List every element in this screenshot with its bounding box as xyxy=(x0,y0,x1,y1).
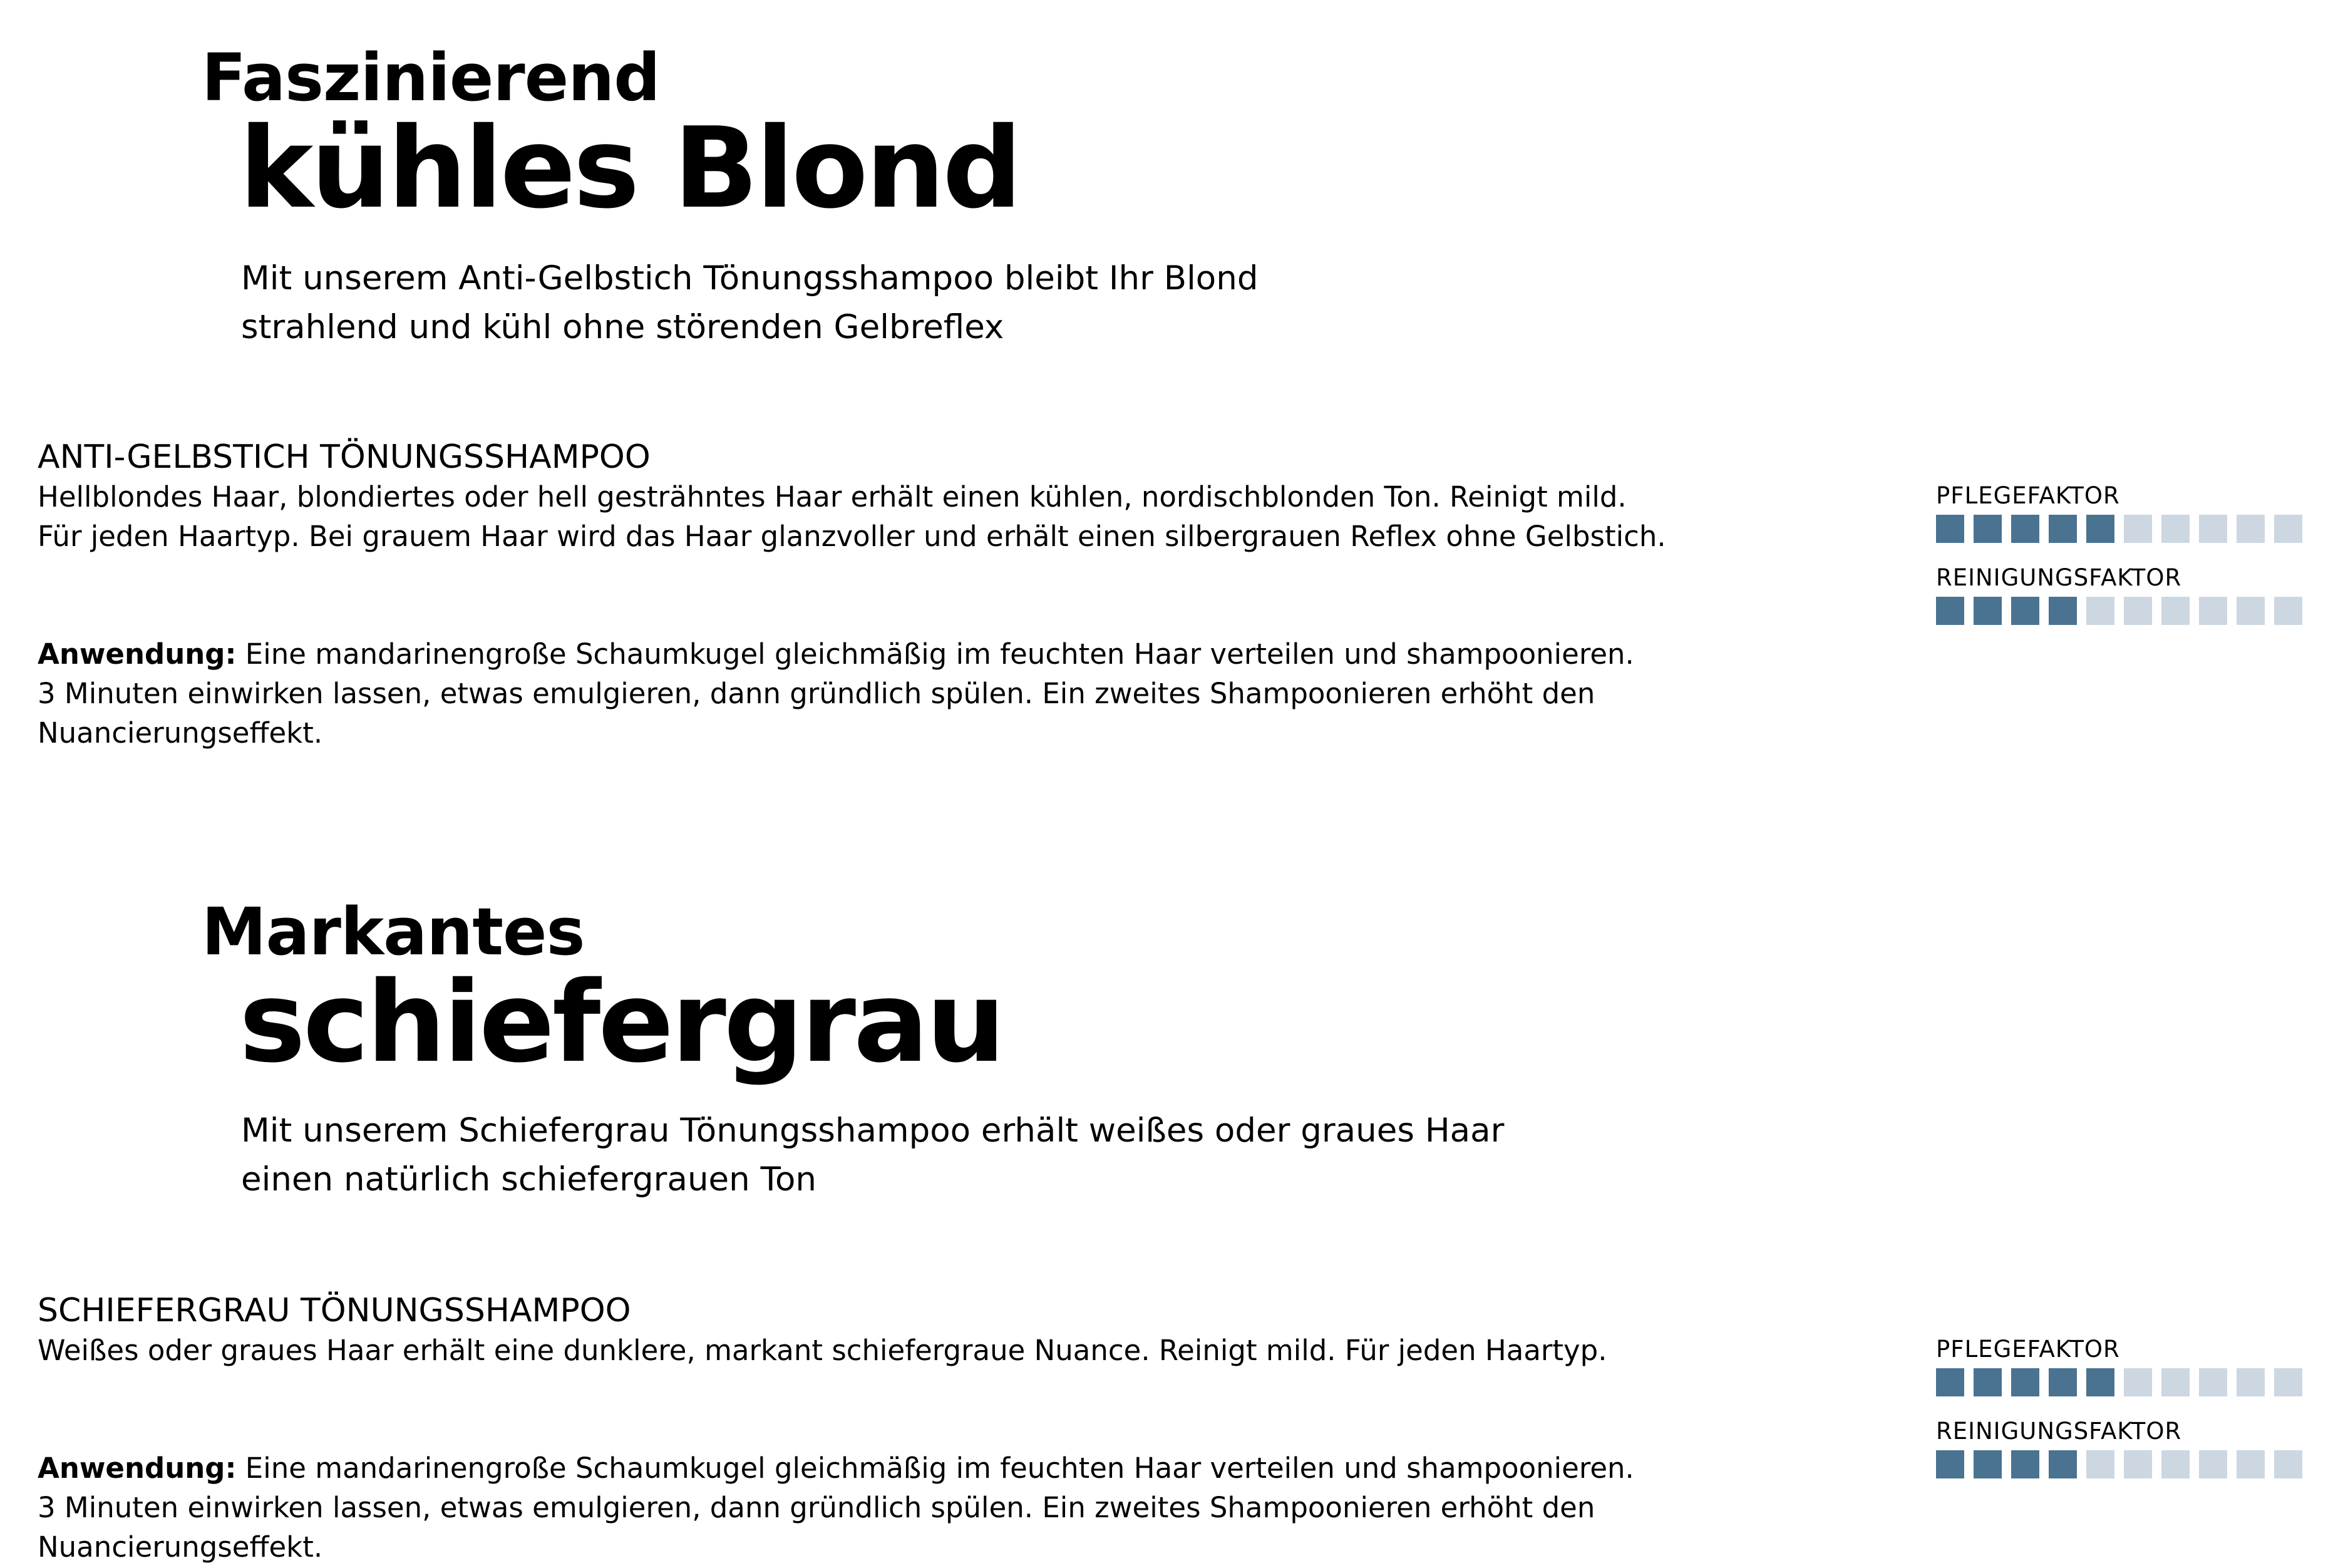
rating-square-empty xyxy=(2161,1450,2190,1478)
rating-square-empty xyxy=(2086,597,2114,625)
rating-square-empty xyxy=(2199,597,2227,625)
rating-square-filled xyxy=(2086,1368,2114,1396)
care-factor-label: PFLEGEFAKTOR xyxy=(1936,1336,2120,1363)
rating-square-empty xyxy=(2274,597,2302,625)
cleaning-factor xyxy=(1936,566,2312,625)
rating-square-empty xyxy=(2199,1450,2227,1478)
rating-square-filled xyxy=(2049,597,2077,625)
product-description: Hellblondes Haar, blondiertes oder hell gesträhntes Haar erhält einen kühlen, nordischblonden Ton. Reinigt mild. Für jeden Haartyp. Bei grauem Haar wird das Haar glanzvoller und erhält einen silbergrauen Reflex ohne Gelbstich. xyxy=(38,480,1666,553)
rating-square-filled xyxy=(1936,1368,1964,1396)
rating-square-empty xyxy=(2161,1368,2190,1396)
rating-square-empty xyxy=(2274,1368,2302,1396)
rating-square-empty xyxy=(2274,1450,2302,1478)
rating-square-empty xyxy=(2237,1368,2265,1396)
rating-square-filled xyxy=(1936,597,1964,625)
product-description: Weißes oder graues Haar erhält eine dunklere, markant schiefergraue Nuance. Reinigt mild. Für jeden Haartyp. xyxy=(38,1334,1607,1367)
product-kicker: Faszinierend xyxy=(202,39,660,116)
product-title: SCHIEFERGRAU TÖNUNGSSHAMPOO xyxy=(38,1292,631,1329)
rating-square-filled xyxy=(2011,597,2039,625)
cleaning-factor-label: REINIGUNGSFAKTOR xyxy=(1936,1418,2182,1445)
product-headline: kühles Blond xyxy=(239,103,1020,233)
rating-square-empty xyxy=(2124,515,2152,543)
rating-square-filled xyxy=(2011,1450,2039,1478)
care-factor-label: PFLEGEFAKTOR xyxy=(1936,482,2120,509)
product-lead: Mit unserem Schiefergrau Tönungsshampoo erhält weißes oder graues Haar einen natürlich schiefergrauen Ton xyxy=(241,1112,1505,1199)
care-factor-rating xyxy=(1936,1368,2312,1396)
rating-square-empty xyxy=(2199,515,2227,543)
usage-label: Anwendung: xyxy=(38,1452,237,1485)
rating-square-filled xyxy=(2049,1450,2077,1478)
product-title: ANTI-GELBSTICH TÖNUNGSSHAMPOO xyxy=(38,438,651,476)
rating-square-filled xyxy=(2011,1368,2039,1396)
rating-square-filled xyxy=(1974,515,2002,543)
rating-square-empty xyxy=(2161,515,2190,543)
rating-square-empty xyxy=(2237,1450,2265,1478)
rating-square-empty xyxy=(2274,515,2302,543)
rating-square-empty xyxy=(2237,597,2265,625)
rating-square-empty xyxy=(2199,1368,2227,1396)
rating-square-filled xyxy=(2049,1368,2077,1396)
rating-square-empty xyxy=(2124,1450,2152,1478)
rating-square-empty xyxy=(2086,1450,2114,1478)
rating-square-filled xyxy=(2011,515,2039,543)
cleaning-factor-rating xyxy=(1936,597,2312,625)
usage-text: Eine mandarinengroße Schaumkugel gleichmäßig im feuchten Haar verteilen und shampoonieren. 3 Minuten einwirken lassen, etwas emulgieren, dann gründlich spülen. Ein zweites Shampoonieren erhöht den Nuancierungseffekt. xyxy=(38,1452,1634,1564)
rating-square-filled xyxy=(1936,1450,1964,1478)
cleaning-factor-rating xyxy=(1936,1450,2312,1478)
usage-label: Anwendung: xyxy=(38,637,237,671)
product-headline: schiefergrau xyxy=(239,957,1003,1087)
rating-square-empty xyxy=(2237,515,2265,543)
rating-square-filled xyxy=(2049,515,2077,543)
rating-square-filled xyxy=(1974,597,2002,625)
care-factor xyxy=(1936,1338,2312,1396)
product-lead: Mit unserem Anti-Gelbstich Tönungsshampoo bleibt Ihr Blond strahlend und kühl ohne störenden Gelbreflex xyxy=(241,259,1259,346)
care-factor-rating xyxy=(1936,515,2312,543)
rating-square-filled xyxy=(1974,1368,2002,1396)
usage-text: Eine mandarinengroße Schaumkugel gleichmäßig im feuchten Haar verteilen und shampoonieren. 3 Minuten einwirken lassen, etwas emulgieren, dann gründlich spülen. Ein zweites Shampoonieren erhöht den Nuancierungseffekt. xyxy=(38,637,1634,750)
rating-square-filled xyxy=(1936,515,1964,543)
rating-square-empty xyxy=(2161,597,2190,625)
cleaning-factor-label: REINIGUNGSFAKTOR xyxy=(1936,564,2182,591)
rating-square-filled xyxy=(1974,1450,2002,1478)
product-usage xyxy=(38,595,1728,753)
rating-square-filled xyxy=(2086,515,2114,543)
cleaning-factor xyxy=(1936,1420,2312,1478)
product-kicker: Markantes xyxy=(202,894,585,970)
care-factor xyxy=(1936,484,2312,543)
rating-square-empty xyxy=(2124,1368,2152,1396)
rating-square-empty xyxy=(2124,597,2152,625)
product-usage xyxy=(38,1409,1728,1567)
